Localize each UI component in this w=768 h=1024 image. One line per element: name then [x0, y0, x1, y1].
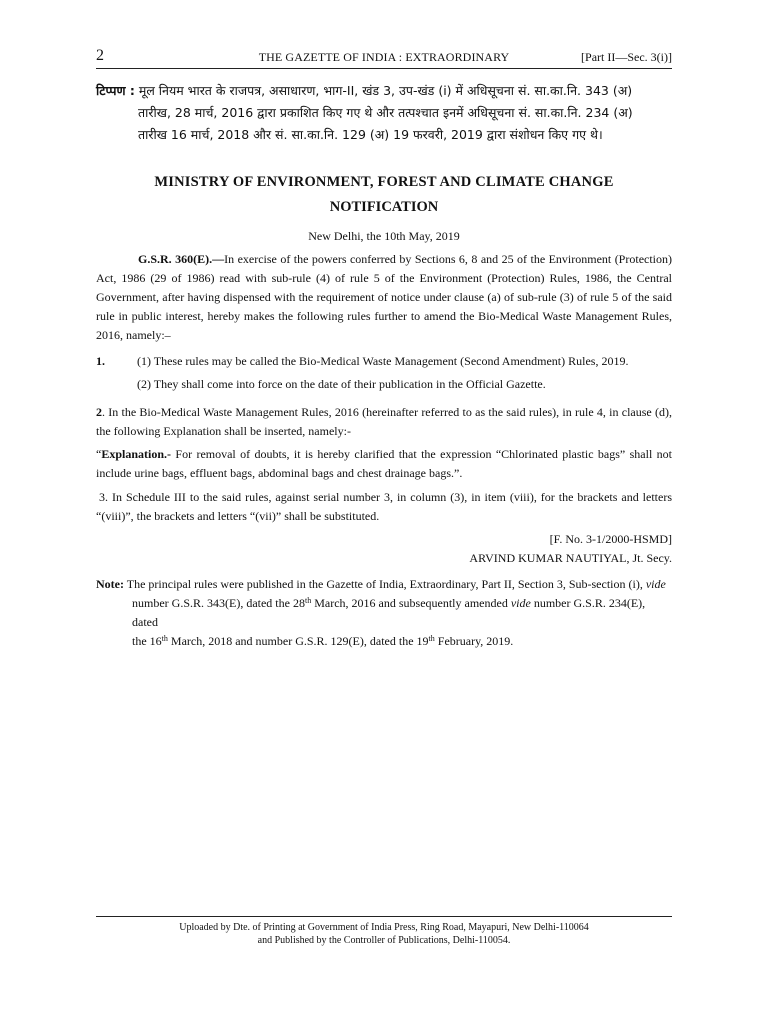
note-text-1: The principal rules were published in the Gazette of India, Extraordinary, Part II, Section 3, Sub-section (i),: [123, 577, 646, 591]
gsr-paragraph: [96, 250, 672, 345]
note-sup-3: th: [428, 634, 435, 643]
footer-line-1: Uploaded by Dte. of Printing at Government of India Press, Ring Road, Mayapuri, New Delhi-110064: [179, 922, 589, 933]
file-number: [F. No. 3-1/2000-HSMD]: [549, 532, 672, 546]
note-text-2: number G.S.R. 343(E), dated the 28: [132, 596, 305, 610]
footer-divider: [96, 916, 672, 917]
hindi-note-line-1: मूल नियम भारत के राजपत्र, असाधारण, भाग-II, खंड 3, उप-खंड (i) में अधिसूचना सं. सा.का.नि. 343 (अ): [138, 83, 633, 98]
note-sup-1: th: [304, 596, 312, 605]
rule-1-number: 1.: [96, 354, 105, 368]
note-paragraph: [96, 575, 672, 651]
note-text-5: March, 2018 and number G.S.R. 129(E), dated the 19: [167, 634, 429, 648]
header-divider: [96, 68, 672, 69]
note-text-3: March, 2016 and subsequently amended: [311, 596, 511, 610]
footer-line-2: and Published by the Controller of Publications, Delhi-110054.: [257, 935, 511, 946]
note-label: Note:: [96, 577, 124, 591]
page-footer: [96, 921, 672, 947]
hindi-note: [96, 80, 672, 146]
rule-3: 3. In Schedule III to the said rules, against serial number 3, in column (3), in item (viii), for the brackets and letters “(viii)”, the brackets and letters “(vii)” shall be substituted.: [96, 490, 672, 523]
signatory: ARVIND KUMAR NAUTIYAL, Jt. Secy.: [469, 551, 672, 565]
note-vide-2: vide: [510, 596, 531, 610]
rule-1: [96, 352, 672, 371]
ministry-heading: MINISTRY OF ENVIRONMENT, FOREST AND CLIMATE CHANGE: [154, 174, 614, 190]
dateline: New Delhi, the 10th May, 2019: [308, 229, 460, 243]
gazette-title: THE GAZETTE OF INDIA : EXTRAORDINARY: [258, 50, 510, 64]
note-text-4a: number G.S.R. 234(E), dated: [132, 596, 646, 629]
rule-2-text: . In the Bio-Medical Waste Management Rules, 2016 (hereinafter referred to as the said rules), in rule 4, in clause (d), the following Explanation shall be inserted, namely:-: [96, 405, 672, 438]
explanation-open-quote: “: [96, 447, 102, 461]
note-vide-1: vide: [645, 577, 666, 591]
gsr-text: In exercise of the powers conferred by Sections 6, 8 and 25 of the Environment (Protection) Act, 1986 (29 of 1986) read with sub-rule (4) of rule 5 of the Environment (Protection) Rules, 1986, the Central Government, after having dispensed with the requirement of notice under clause (a) of sub-rule (3) of rule 5 of the said rule in public interest, hereby makes the following rules further to amend the Bio-Medical Waste Management Rules, 2016, namely:–: [96, 252, 673, 342]
rule-1-sub-2: (2) They shall come into force on the date of their publication in the Official Gazette.: [137, 377, 546, 391]
note-text-4b: the 16: [132, 634, 162, 648]
note-text-6: February, 2019.: [434, 634, 514, 648]
part-section: [Part II—Sec. 3(i)]: [581, 50, 672, 64]
rule-2: [96, 403, 672, 441]
rule-2-number: 2: [96, 405, 102, 419]
hindi-note-label: टिप्पण :: [96, 83, 135, 98]
hindi-note-line-2: तारीख, 28 मार्च, 2016 द्वारा प्रकाशित किए गए थे और तत्पश्चात इनमें अधिसूचना सं. सा.का.नि. 234 (अ): [138, 105, 633, 120]
notification-heading: NOTIFICATION: [329, 199, 439, 215]
page-number: 2: [96, 47, 104, 64]
page-header: [96, 47, 672, 69]
explanation-label: Explanation.-: [101, 447, 172, 461]
hindi-note-line-3: तारीख 16 मार्च, 2018 और सं. सा.का.नि. 129 (अ) 19 फरवरी, 2019 द्वारा संशोधन किए गए थे।: [138, 127, 603, 142]
explanation-text: For removal of doubts, it is hereby clarified that the expression “Chlorinated plastic bags” shall not include urine bags, effluent bags, abdominal bags and chest drainage bags.”.: [96, 447, 672, 480]
rule-1-sub-1: (1) These rules may be called the Bio-Medical Waste Management (Second Amendment) Rules, 2019.: [137, 354, 629, 368]
note-sup-2: th: [161, 634, 168, 643]
gsr-label: G.S.R. 360(E).—: [138, 252, 225, 266]
explanation: [96, 445, 672, 483]
